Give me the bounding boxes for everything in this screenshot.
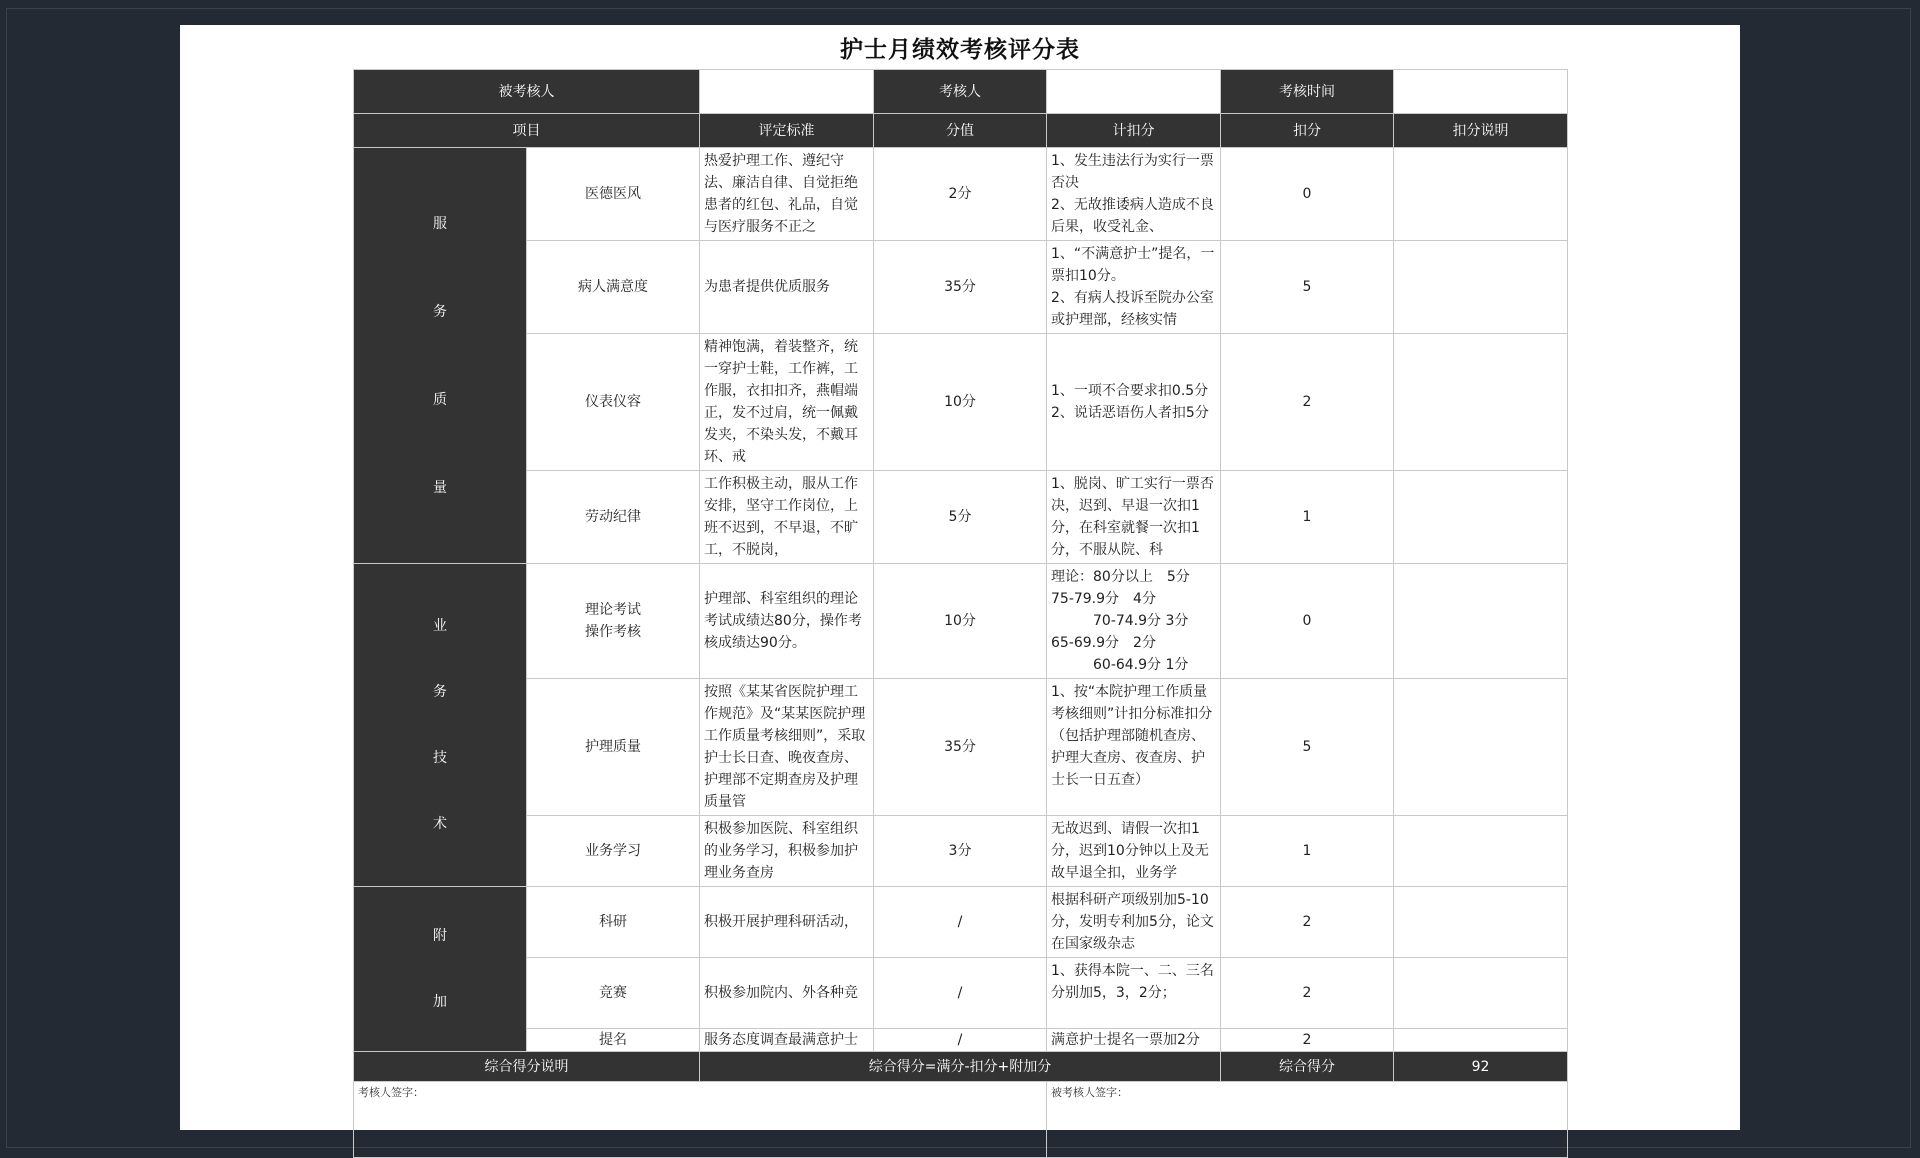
category-char: 技 — [433, 750, 447, 766]
note-cell[interactable] — [1394, 1029, 1568, 1052]
category-char: 务 — [433, 303, 447, 320]
table-row — [354, 564, 1568, 679]
note-cell[interactable] — [1394, 816, 1568, 887]
table-row — [354, 887, 1568, 958]
deducted-cell[interactable]: 0 — [1221, 148, 1394, 241]
deducted-cell[interactable]: 2 — [1221, 1029, 1394, 1052]
score-cell: 3分 — [874, 816, 1047, 887]
deducted-cell[interactable]: 2 — [1221, 958, 1394, 1029]
note-cell[interactable] — [1394, 564, 1568, 679]
signature-row — [354, 1082, 1568, 1158]
table-row — [354, 471, 1568, 564]
summary-label: 综合得分说明 — [354, 1052, 700, 1082]
item-cell: 劳动纪律 — [527, 471, 700, 564]
note-cell[interactable] — [1394, 887, 1568, 958]
assessor-label: 考核人 — [874, 70, 1047, 114]
deduction-rule-cell — [1047, 471, 1221, 564]
note-cell[interactable] — [1394, 241, 1568, 334]
table-row — [354, 958, 1568, 1029]
category-char: 附 — [433, 928, 447, 944]
category-char: 业 — [433, 618, 447, 634]
assessor-value-cell[interactable] — [1047, 70, 1221, 114]
page-title: 护士月绩效考核评分表 — [840, 37, 1080, 63]
deduction-rule-text: 1、获得本院一、二、三名分别加5，3，2分； — [1051, 963, 1214, 1001]
standard-text: 按照《某某省医院护理工作规范》及“某某医院护理工作质量考核细则”，采取护士长日查、晚夜查房、护理部不定期查房及护理质量管 — [704, 684, 866, 810]
category-char: 术 — [433, 816, 447, 832]
summary-formula: 综合得分=满分-扣分+附加分 — [700, 1052, 1221, 1082]
assessee-signature-field[interactable]: 被考核人签字： — [1047, 1082, 1568, 1158]
col-header-standard: 评定标准 — [700, 114, 874, 148]
col-header-item: 项目 — [354, 114, 700, 148]
item-cell: 仪表仪容 — [527, 334, 700, 471]
assessee-value-cell[interactable] — [700, 70, 874, 114]
item-cell: 科研 — [527, 887, 700, 958]
table-row — [354, 334, 1568, 471]
standard-cell — [700, 887, 874, 958]
category-char: 加 — [433, 994, 447, 1010]
standard-cell — [700, 958, 874, 1029]
deduction-rule-text: 1、一项不合要求扣0.5分 2、说话恶语伤人者扣5分 — [1051, 383, 1209, 421]
deduction-rule-text: 无故迟到、请假一次扣1分，迟到10分钟以上及无故早退全扣，业务学 — [1051, 821, 1209, 881]
item-cell: 医德医风 — [527, 148, 700, 241]
deduction-rule-cell — [1047, 148, 1221, 241]
deduction-rule-text: 1、发生违法行为实行一票否决 2、无故推诿病人造成不良后果，收受礼金、 — [1051, 153, 1214, 235]
assessor-signature-field[interactable]: 考核人签字： — [354, 1082, 1047, 1158]
score-cell: 35分 — [874, 241, 1047, 334]
standard-text: 积极开展护理科研活动， — [704, 914, 858, 930]
deduction-rule-cell — [1047, 334, 1221, 471]
info-row — [354, 70, 1568, 114]
item-cell: 病人满意度 — [527, 241, 700, 334]
category-char: 量 — [433, 479, 447, 496]
score-cell: 2分 — [874, 148, 1047, 241]
total-score-value: 92 — [1394, 1052, 1568, 1082]
table-row — [354, 148, 1568, 241]
category-char: 服 — [433, 215, 447, 232]
category-professional-skill — [354, 564, 527, 887]
standard-cell — [700, 148, 874, 241]
standard-cell — [700, 679, 874, 816]
score-cell: / — [874, 887, 1047, 958]
deducted-cell[interactable]: 2 — [1221, 887, 1394, 958]
standard-text: 为患者提供优质服务 — [704, 279, 830, 295]
table-row — [354, 1029, 1568, 1052]
deduction-rule-text: 根据科研产项级别加5-10分，发明专利加5分，论文在国家级杂志 — [1051, 892, 1214, 952]
col-header-deducted: 扣分 — [1221, 114, 1394, 148]
standard-text: 工作积极主动，服从工作安排，坚守工作岗位，上班不迟到，不早退，不旷工，不脱岗， — [704, 476, 858, 558]
category-service-quality — [354, 148, 527, 564]
item-cell: 业务学习 — [527, 816, 700, 887]
score-cell: 35分 — [874, 679, 1047, 816]
time-label: 考核时间 — [1221, 70, 1394, 114]
deduction-rule-text: 理论：80分以上 5分 75-79.9分 4分 70-74.9分 3分 65-69.9分 2分 60-64.9分 1分 — [1051, 569, 1190, 673]
standard-cell — [700, 564, 874, 679]
deducted-cell[interactable]: 1 — [1221, 816, 1394, 887]
score-cell: 10分 — [874, 334, 1047, 471]
deducted-cell[interactable]: 0 — [1221, 564, 1394, 679]
deduction-rule-cell — [1047, 958, 1221, 1029]
item-cell: 理论考试 操作考核 — [527, 564, 700, 679]
note-cell[interactable] — [1394, 148, 1568, 241]
score-cell: / — [874, 1029, 1047, 1052]
col-header-note: 扣分说明 — [1394, 114, 1568, 148]
column-header-row — [354, 114, 1568, 148]
item-cell: 护理质量 — [527, 679, 700, 816]
standard-cell — [700, 241, 874, 334]
category-char: 务 — [433, 684, 447, 700]
category-additional — [354, 887, 527, 1052]
deducted-cell[interactable]: 2 — [1221, 334, 1394, 471]
score-cell: 10分 — [874, 564, 1047, 679]
time-value-cell[interactable] — [1394, 70, 1568, 114]
item-cell: 竞赛 — [527, 958, 700, 1029]
deduction-rule-cell — [1047, 679, 1221, 816]
table-row — [354, 241, 1568, 334]
standard-text: 热爱护理工作、遵纪守法、廉洁自律、自觉拒绝患者的红包、礼品，自觉与医疗服务不正之 — [704, 153, 858, 235]
deducted-cell[interactable]: 5 — [1221, 241, 1394, 334]
assessee-label: 被考核人 — [354, 70, 700, 114]
standard-cell — [700, 334, 874, 471]
deducted-cell[interactable]: 5 — [1221, 679, 1394, 816]
note-cell[interactable] — [1394, 334, 1568, 471]
standard-text: 护理部、科室组织的理论考试成绩达80分，操作考核成绩达90分。 — [704, 591, 862, 651]
deduction-rule-cell — [1047, 1029, 1221, 1052]
deduction-rule-text: 满意护士提名一票加2分 — [1051, 1032, 1200, 1048]
col-header-score: 分值 — [874, 114, 1047, 148]
deduction-rule-text: 1、脱岗、旷工实行一票否决，迟到、早退一次扣1分，在科室就餐一次扣1分，不服从院、科 — [1051, 476, 1214, 558]
deduction-rule-cell — [1047, 241, 1221, 334]
table-row — [354, 816, 1568, 887]
deduction-rule-text: 1、按“本院护理工作质量考核细则”计扣分标准扣分（包括护理部随机查房、护理大查房、夜查房、护士长一日五查） — [1051, 684, 1213, 788]
item-cell: 提名 — [527, 1029, 700, 1052]
deduction-rule-cell — [1047, 887, 1221, 958]
deducted-cell[interactable]: 1 — [1221, 471, 1394, 564]
standard-text: 服务态度调查最满意护士 — [704, 1032, 858, 1048]
table-row — [354, 679, 1568, 816]
standard-text: 积极参加医院、科室组织的业务学习，积极参加护理业务查房 — [704, 821, 858, 881]
deduction-rule-cell — [1047, 816, 1221, 887]
sheet — [180, 25, 1740, 1130]
note-cell[interactable] — [1394, 679, 1568, 816]
note-cell[interactable] — [1394, 958, 1568, 1029]
note-cell[interactable] — [1394, 471, 1568, 564]
category-char: 质 — [433, 391, 447, 408]
deduction-rule-cell — [1047, 564, 1221, 679]
standard-cell — [700, 1029, 874, 1052]
summary-row — [354, 1052, 1568, 1082]
deduction-rule-text: 1、“不满意护士”提名，一票扣10分。 2、有病人投诉至院办公室或护理部，经核实情 — [1051, 246, 1215, 328]
score-cell: 5分 — [874, 471, 1047, 564]
total-score-label: 综合得分 — [1221, 1052, 1394, 1082]
col-header-deduction-rule: 计扣分 — [1047, 114, 1221, 148]
standard-cell — [700, 816, 874, 887]
standard-text: 精神饱满，着装整齐，统一穿护士鞋，工作裤，工作服，衣扣扣齐，燕帽端正，发不过肩，统一佩戴发夹，不染头发，不戴耳环、戒 — [704, 339, 858, 465]
standard-cell — [700, 471, 874, 564]
score-cell: / — [874, 958, 1047, 1029]
standard-text: 积极参加院内、外各种竞 — [704, 985, 858, 1001]
evaluation-table — [353, 69, 1568, 1158]
